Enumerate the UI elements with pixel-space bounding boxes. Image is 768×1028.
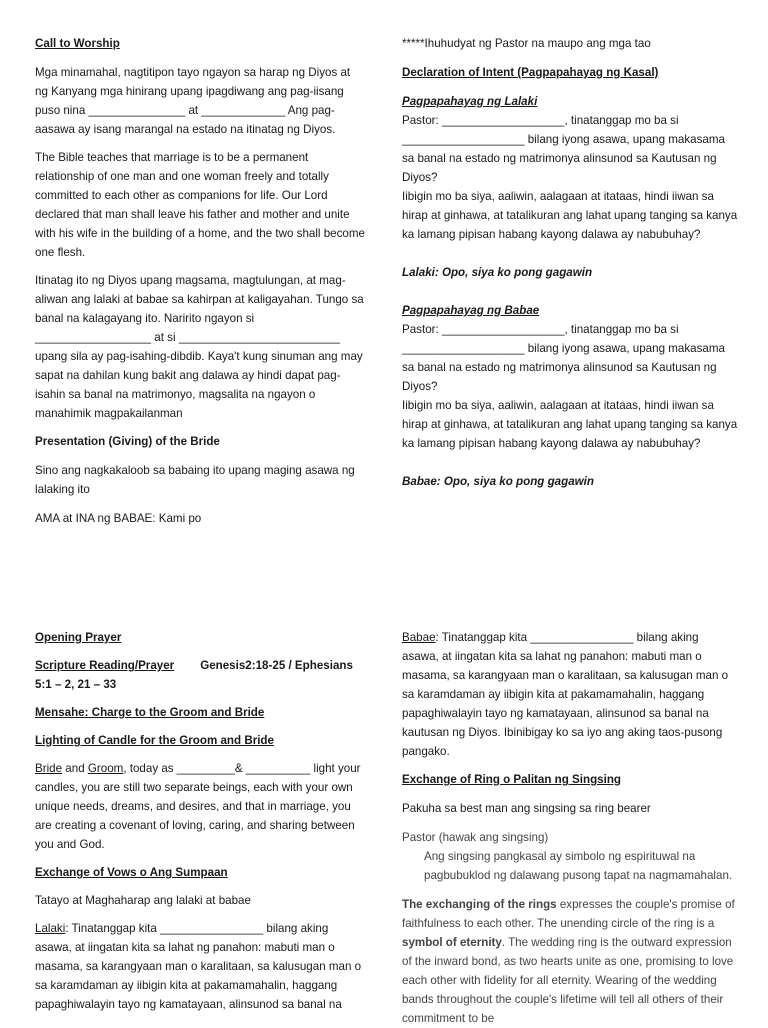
call-to-worship-heading: Call to Worship: [35, 37, 120, 50]
ring-tagalog-paragraph: [402, 828, 738, 885]
pastor-seating-note: *****Ihuhudyat ng Pastor na maupo ang mga tao: [402, 37, 651, 50]
scripture-reading-label: Scripture Reading/Prayer: [35, 659, 175, 672]
babae-declaration-heading: Pagpapahayag ng Babae: [402, 304, 540, 317]
ring-tagalog-text: Ang singsing pangkasal ay simbolo ng espirituwal na pagbubuklod ng dalawang pusong tapat na nagmamahalan.: [424, 850, 733, 882]
column-bottom-left: [35, 628, 365, 1014]
lalaki-vow-text: : Tinatanggap kita ________________ bilang aking asawa, at iingatan kita sa lahat ng panahon: mabuti man o masama, sa karangyaan man o karalitaan, sa kalusugan man o sa karamdaman ay iibigin kita at pakamamahalin, haggang papaghiwalayin tayo ng kamatayaan, alinsunod sa banal na: [35, 922, 362, 1011]
call-to-worship-paragraph: Mga minamahal, nagtitipon tayo ngayon sa harap ng Diyos at ng Kanyang mga hinirang upang ipagdiwang ang pag-iisang puso nina _______________ at _____________ Ang pag-aasawa ay isang marangal na estado na itinatag ng Diyos.: [35, 66, 351, 136]
lalaki-vow: [35, 919, 365, 1014]
ring-english-bold-1: The exchanging of the rings: [402, 898, 557, 911]
and-text: and: [62, 762, 88, 775]
column-top-right: [402, 34, 738, 491]
groom-label: Groom: [87, 762, 124, 775]
babae-declaration-question: Pastor: ___________________, tinatanggap mo ba si ___________________ bilang iyong asawa, upang makasama sa banal na estado ng matrimonya alinsunod sa Kautusan ng Diyos?: [402, 323, 725, 393]
lalaki-declaration-question: Pastor: ___________________, tinatanggap mo ba si ___________________ bilang iyong asawa, upang makasama sa banal na estado ng matrimonya alinsunod sa Kautusan ng Diyos?: [402, 114, 725, 184]
babae-declaration-promise: Iibigin mo ba siya, aaliwin, aalagaan at itataas, hindi iiwan sa hirap at ginhawa, at tatalikuran ang lahat upang tanging sa kanya ka lamang pipisan habang kayong dalawa ay nabubuhay?: [402, 399, 738, 450]
lighting-candle-heading: Lighting of Candle for the Groom and Bride: [35, 734, 274, 747]
babae-answer: Babae: Opo, siya ko pong gagawin: [402, 475, 594, 488]
parents-response: AMA at INA ng BABAE: Kami po: [35, 512, 202, 525]
column-top-left: [35, 34, 365, 528]
lalaki-declaration-promise: Iibigin mo ba siya, aaliwin, aalagaan at itataas, hindi iiwan sa hirap at ginhawa, at tatalikuran ang lahat upang tanging sa kanya ka lamang pipisan habang kayong dalawa ay nabubuhay?: [402, 190, 738, 241]
pastor-ring-note: Pastor (hawak ang singsing): [402, 831, 549, 844]
babae-vow-label: Babae: [402, 631, 436, 644]
lalaki-vow-label: Lalaki: [35, 922, 66, 935]
candle-paragraph: [35, 759, 365, 854]
ring-english-bold-2: symbol of eternity: [402, 936, 502, 949]
vows-heading: Exchange of Vows o Ang Sumpaan: [35, 866, 228, 879]
babae-vow: [402, 628, 738, 761]
bible-teaches-paragraph: The Bible teaches that marriage is to be a permanent relationship of one man and one woman freely and totally committed to each other as companions for life. Our Lord declared that man shall leave his father and mother and unite with his wife in the building of a home, and the two shall become one flesh.: [35, 151, 365, 259]
ring-english-text-2: . The wedding ring is the outward expression of the inward bond, as two hearts unite as one, promising to love each other with fidelity for all eternity. Wearing of the wedding bands throughout the couple's lifetime will tell all others of their commitment to be: [402, 936, 734, 1025]
ring-english-paragraph: [402, 895, 738, 1028]
mensahe-heading: Mensahe: Charge to the Groom and Bride: [35, 706, 265, 719]
presentation-question: Sino ang nagkakaloob sa babaing ito upang maging asawa ng lalaking ito: [35, 464, 355, 496]
babae-vow-text: : Tinatanggap kita ________________ bilang aking asawa, at iingatan kita sa lahat ng panahon: mabuti man o masama, sa karangyaan man o karalitaan, sa kalusugan man o sa karamdaman ay iibigin kita at pakamamahalin, haggang papaghiwalayin tayo ng kamatayaan, alinsunod sa banal na kautusan ng Diyos. Ibinibigay ko sa iyo ang aking taos-pusong pangako.: [402, 631, 729, 758]
candle-body: , today as _________& __________ light your candles, you are still two separate beings, each with your own unique needs, dreams, and desires, and that in marriage, you are creating a covenant of loving, caring, and sharing between you and God.: [35, 762, 361, 851]
ring-intro: Pakuha sa best man ang singsing sa ring bearer: [402, 802, 651, 815]
ring-english-text-1: expresses the couple's promise of faithfulness to each other. The unending circle of the ring is a: [402, 898, 735, 930]
scripture-reference-continued: 5:1 – 2, 21 – 33: [35, 678, 117, 691]
bride-label: Bride: [35, 762, 63, 775]
declaration-heading: Declaration of Intent (Pagpapahayag ng Kasal): [402, 66, 659, 79]
ring-exchange-heading: Exchange of Ring o Palitan ng Singsing: [402, 773, 622, 786]
column-bottom-right: [402, 628, 738, 1028]
itinatag-paragraph: Itinatag ito ng Diyos upang magsama, magtulungan, at mag-aliwan ang lalaki at babae sa kahirpan at kaligayahan. Tungo sa banal na kalagayang ito. Naririto ngayon si __________________ at si _________________________ upang sila ay pag-isahing-dibdib. Kaya't kung sinuman ang may sapat na dahilan kung bakit ang dalawa ay hindi dapat pag-isahin sa banal na matrimonyo, magsalita na ngayon o manahimik magpakailanman: [35, 274, 364, 420]
vows-intro: Tatayo at Maghaharap ang lalaki at babae: [35, 894, 251, 907]
opening-prayer-heading: Opening Prayer: [35, 631, 122, 644]
presentation-heading: Presentation (Giving) of the Bride: [35, 435, 220, 448]
lalaki-declaration-heading: Pagpapahayag ng Lalaki: [402, 95, 538, 108]
scripture-reading-line: [35, 656, 365, 675]
lalaki-answer: Lalaki: Opo, siya ko pong gagawin: [402, 266, 593, 279]
scripture-reference: Genesis2:18-25 / Ephesians: [200, 659, 353, 672]
